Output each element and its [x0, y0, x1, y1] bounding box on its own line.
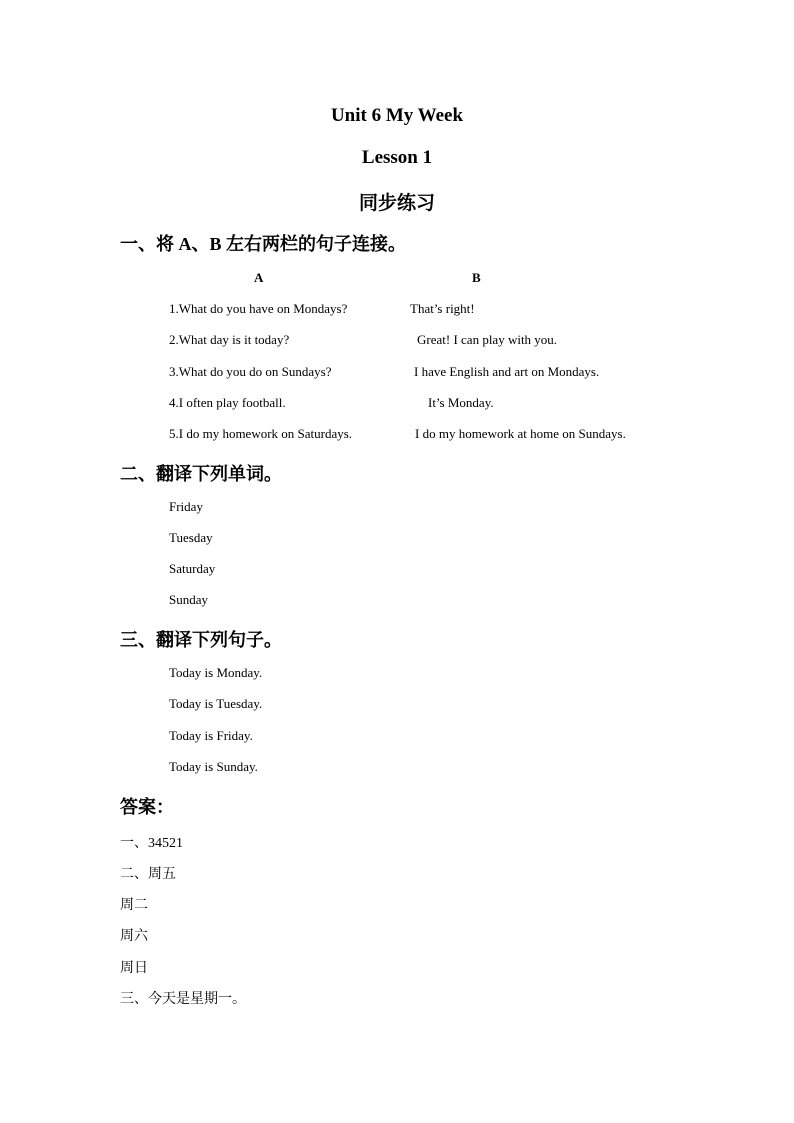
column-a-item: 5.I do my homework on Saturdays.	[169, 426, 353, 441]
section-2-heading: 二、翻译下列单词。	[120, 464, 282, 484]
column-b-item: That’s right!	[410, 301, 475, 316]
translate-sentence: Today is Tuesday.	[169, 696, 263, 711]
column-b-label: B	[472, 270, 481, 285]
column-a-item: 4.I often play football.	[169, 395, 286, 410]
column-b-item: Great! I can play with you.	[417, 332, 558, 347]
column-a-item: 3.What do you do on Sundays?	[169, 364, 332, 379]
answer-line: 周日	[120, 961, 148, 976]
unit-title: Unit 6 My Week	[330, 105, 464, 126]
column-a-label: A	[254, 270, 264, 285]
column-b-item: I have English and art on Mondays.	[414, 364, 600, 379]
vocab-word: Friday	[169, 499, 203, 514]
answers-heading: 答案：	[120, 797, 174, 817]
column-b-item: I do my homework at home on Sundays.	[415, 426, 626, 441]
translate-sentence: Today is Sunday.	[169, 759, 258, 774]
translate-sentence: Today is Friday.	[169, 728, 253, 743]
answer-line: 周二	[120, 898, 148, 913]
lesson-title: Lesson 1	[361, 147, 433, 168]
section-3-heading: 三、翻译下列句子。	[120, 630, 282, 650]
vocab-word: Tuesday	[169, 530, 213, 545]
answer-line: 周六	[120, 929, 148, 944]
answer-line: 三、今天是星期一。	[120, 992, 246, 1007]
answer-line: 二、周五	[120, 867, 176, 882]
practice-title: 同步练习	[358, 193, 435, 214]
translate-sentence: Today is Monday.	[169, 665, 263, 680]
vocab-word: Saturday	[169, 561, 216, 576]
column-b-item: It’s Monday.	[428, 395, 494, 410]
section-1-heading: 一、将 A、B 左右两栏的句子连接。	[120, 234, 407, 254]
column-a-item: 2.What day is it today?	[169, 332, 290, 347]
column-a-item: 1.What do you have on Mondays?	[169, 301, 348, 316]
vocab-word: Sunday	[169, 592, 208, 607]
answer-line: 一、34521	[120, 836, 183, 851]
